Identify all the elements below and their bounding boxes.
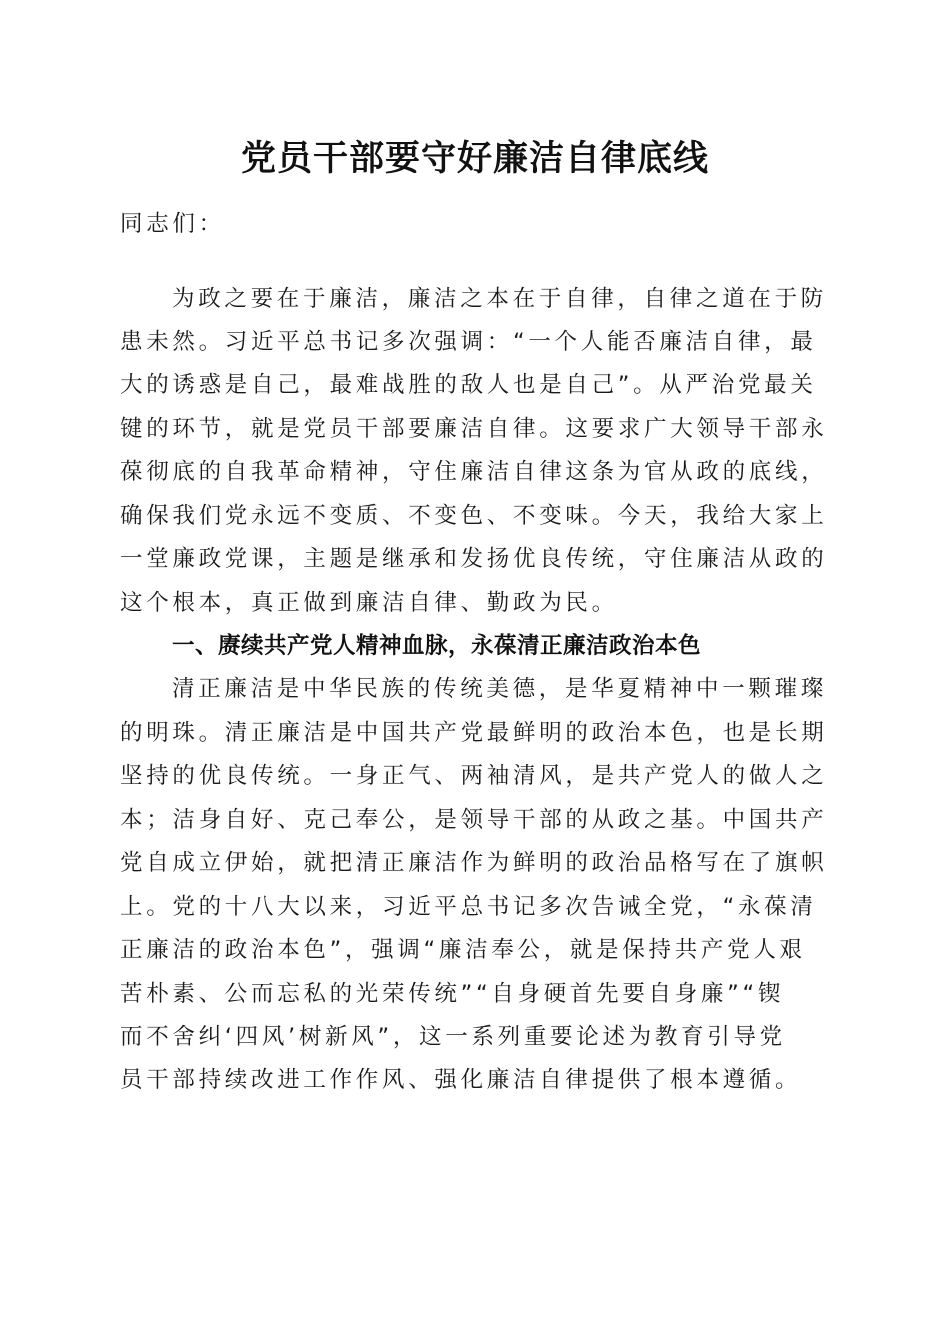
paragraph2-line-9: 而不舍纠‘四风’树新风”，这一系列重要论述为教育引导党 xyxy=(120,1024,786,1050)
section1-heading: 一、赓续共产党人精神血脉，永葆清正廉洁政治本色 xyxy=(172,633,702,659)
paragraph1-line-6: 确保我们党永远不变质、不变色、不变味。今天，我给大家上 xyxy=(120,503,828,529)
paragraph2-line-7: 正廉洁的政治本色”，强调“廉洁奉公，就是保持共产党人艰 xyxy=(120,937,806,963)
salutation: 同志们： xyxy=(120,211,225,237)
paragraph1-line-1: 为政之要在于廉洁，廉洁之本在于自律，自律之道在于防 xyxy=(172,286,828,312)
paragraph1-line-4: 键的环节，就是党员干部要廉洁自律。这要求广大领导干部永 xyxy=(120,416,828,442)
paragraph2-line-2: 的明珠。清正廉洁是中国共产党最鲜明的政治本色，也是长期 xyxy=(120,720,828,746)
paragraph2-line-8: 苦朴素、公而忘私的光荣传统”“自身硬首先要自身廉”“锲 xyxy=(120,981,785,1007)
paragraph2-line-3: 坚持的优良传统。一身正气、两袖清风，是共产党人的做人之 xyxy=(120,763,828,789)
paragraph1-line-2: 患未然。习近平总书记多次强调：“一个人能否廉洁自律，最 xyxy=(120,329,817,355)
paragraph2-line-5: 党自成立伊始，就把清正廉洁作为鲜明的政治品格写在了旗帜 xyxy=(120,850,828,876)
paragraph2-line-4: 本；洁身自好、克己奉公，是领导干部的从政之基。中国共产 xyxy=(120,807,828,833)
paragraph2-line-1: 清正廉洁是中华民族的传统美德，是华夏精神中一颗璀璨 xyxy=(172,676,828,702)
document-title: 党员干部要守好廉洁自律底线 xyxy=(240,138,709,179)
paragraph2-line-10: 员干部持续改进工作作风、强化廉洁自律提供了根本遵循。 xyxy=(120,1067,802,1093)
paragraph1-line-8: 这个根本，真正做到廉洁自律、勤政为民。 xyxy=(120,590,618,616)
paragraph1-line-7: 一堂廉政党课，主题是继承和发扬优良传统，守住廉洁从政的 xyxy=(120,546,828,572)
paragraph1-line-5: 葆彻底的自我革命精神，守住廉洁自律这条为官从政的底线， xyxy=(120,459,828,485)
paragraph1-line-3: 大的诱惑是自己，最难战胜的敌人也是自己”。从严治党最关 xyxy=(120,372,817,398)
document-page xyxy=(120,0,830,1344)
paragraph2-line-6: 上。党的十八大以来，习近平总书记多次告诫全党，“永葆清 xyxy=(120,894,817,920)
